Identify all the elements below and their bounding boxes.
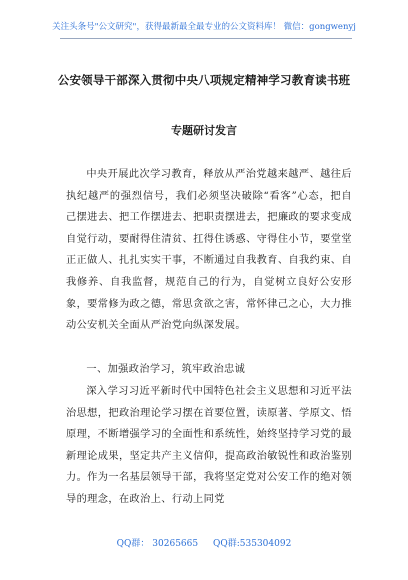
section-heading-1: 一、加强政治学习，筑牢政治忠诚 — [86, 364, 246, 375]
footer-qq-group-1: QQ群： 30265665 — [116, 539, 199, 549]
paragraph-intro: 中央开展此次学习教育，释放从严治党越来越严、越往后执纪越严的强烈信号，我们必须坚决破除“看客”心态，把自己摆进去、把工作摆进去、把职责摆进去，把廉政的要求变成自觉行动，要耐得住清贫、扛得住诱惑、守得住小节，要堂堂正正做人、扎扎实实干事，不断通过自我教育、自我约束、自我修养、自我监督，规范自己的行为，自觉树立良好公安形象，要常修为政之德，常思贪欲之害，常怀律己之心，大力推动公安机关全面从严治党向纵深发展。 — [66, 169, 352, 332]
document-subtitle: 专题研讨发言 — [171, 124, 237, 137]
document-title: 公安领导干部深入贯彻中央八项规定精神学习教育读书班 — [57, 73, 351, 87]
header-banner: 关注头条号"公文研究"，获得最新最全最专业的公文资料库！ 微信：gongwenyj — [52, 22, 356, 32]
footer — [0, 536, 408, 549]
footer-qq-group-2: QQ群:535304092 — [212, 539, 292, 549]
header-divider — [60, 38, 352, 39]
paragraph-section-1: 深入学习习近平新时代中国特色社会主义思想和习近平法治思想，把政治理论学习摆在首要位置，读原著、学原文、悟原理，不断增强学习的全面性和系统性，始终坚持学习党的最新理论成果，坚定共产主义信仰，提高政治敏锐性和政治鉴别力。作为一名基层领导干部，我将坚定党对公安工作的绝对领导的理念，在政治上、行动上同党 — [66, 386, 352, 505]
